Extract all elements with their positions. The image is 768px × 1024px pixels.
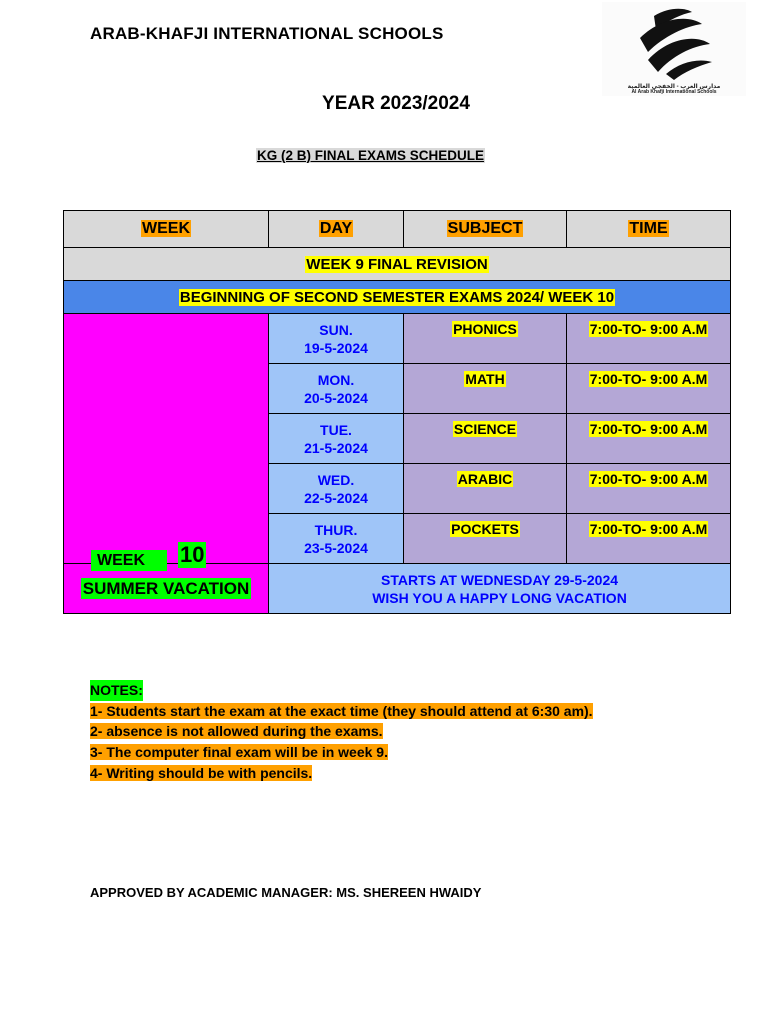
note-text: 3- The computer final exam will be in week 9. [90,744,388,761]
notes-section [90,680,593,784]
day-name: MON. [317,371,355,388]
subject-label: ARABIC [457,471,513,487]
day-date: 23-5-2024 [304,539,368,556]
day-date: 21-5-2024 [304,439,368,456]
list-item [90,763,593,784]
subject-cell [404,414,567,464]
table-row [64,314,731,364]
logo-calligraphy-icon [626,4,722,82]
time-cell [567,464,731,514]
subject-label: MATH [465,371,505,387]
subject-label: POCKETS [451,521,519,537]
time-label: 7:00-TO- 9:00 A.M [589,471,708,487]
note-text: 4- Writing should be with pencils. [90,764,313,781]
vacation-row [64,564,731,614]
subject-cell [404,314,567,364]
revision-cell [64,248,731,281]
time-label: 7:00-TO- 9:00 A.M [589,371,708,387]
semester-cell [64,281,731,314]
day-name: THUR. [314,521,358,538]
school-logo [602,2,746,96]
vacation-label: SUMMER VACATION [82,578,250,598]
column-header-time [567,211,731,248]
subject-cell [404,514,567,564]
day-date: 19-5-2024 [304,339,368,356]
revision-label: WEEK 9 FINAL REVISION [306,255,488,273]
time-label: 7:00-TO- 9:00 A.M [589,521,708,537]
day-date: 22-5-2024 [304,489,368,506]
week-cell [64,314,269,569]
day-cell [269,464,404,514]
time-cell [567,364,731,414]
time-cell [567,314,731,364]
approval-line: APPROVED BY ACADEMIC MANAGER: MS. SHEREEN HWAIDY [90,885,482,900]
day-cell [269,364,404,414]
day-cell [269,314,404,364]
revision-row [64,248,731,281]
time-cell [567,514,731,564]
logo-english-text: Al Arab Khafji International Schools [631,89,717,95]
semester-label: BEGINNING OF SECOND SEMESTER EXAMS 2024/ WEEK 10 [179,288,615,306]
schedule-title: KG (2 B) FINAL EXAMS SCHEDULE [257,148,485,163]
table-header-row [64,211,731,248]
vacation-line-2: WISH YOU A HAPPY LONG VACATION [372,589,627,606]
note-text: 2- absence is not allowed during the exams. [90,723,383,740]
vacation-label-cell [64,564,269,614]
academic-year: YEAR 2023/2024 [322,93,470,114]
vacation-message-cell [269,564,731,614]
notes-title: NOTES: [90,680,143,701]
list-item [90,742,593,763]
column-header-subject [404,211,567,248]
day-name: TUE. [320,421,352,438]
column-header-subject-label: SUBJECT [447,220,523,237]
school-name: ARAB-KHAFJI INTERNATIONAL SCHOOLS [90,24,444,43]
column-header-week-label: WEEK [142,220,190,237]
day-cell [269,414,404,464]
day-name: SUN. [319,321,353,338]
subject-cell [404,464,567,514]
day-name: WED. [317,471,355,488]
day-cell [269,514,404,564]
subject-cell [404,364,567,414]
time-label: 7:00-TO- 9:00 A.M [589,321,708,337]
exam-schedule-table [63,210,731,614]
column-header-time-label: TIME [629,220,668,237]
time-label: 7:00-TO- 9:00 A.M [589,421,708,437]
column-header-day [269,211,404,248]
week-number: 10 [180,541,205,567]
subject-label: SCIENCE [453,421,517,437]
logo-arabic-text: مدارس العرب - الخفجي العالمية [627,84,721,90]
note-text: 1- Students start the exam at the exact time (they should attend at 6:30 am). [90,702,593,719]
list-item [90,701,593,722]
list-item [90,721,593,742]
week-label: WEEK [91,550,167,571]
semester-row [64,281,731,314]
column-header-week [64,211,269,248]
time-cell [567,414,731,464]
column-header-day-label: DAY [319,220,353,237]
subject-label: PHONICS [453,321,517,337]
day-date: 20-5-2024 [304,389,368,406]
vacation-line-1: STARTS AT WEDNESDAY 29-5-2024 [380,571,619,588]
